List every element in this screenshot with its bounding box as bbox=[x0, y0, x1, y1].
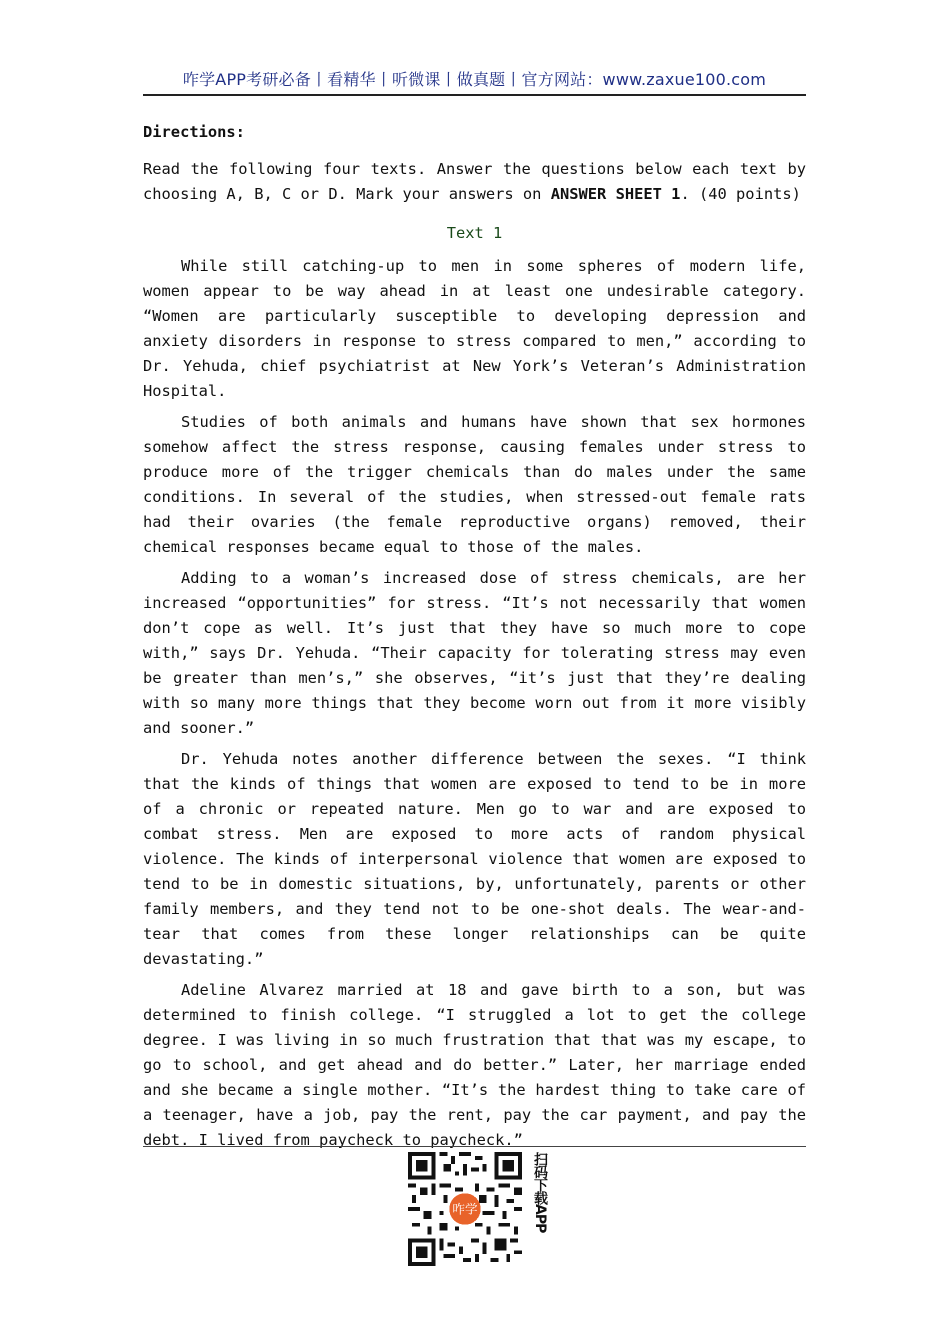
qr-logo-text: 咋学 bbox=[452, 1201, 478, 1217]
footer-divider bbox=[143, 1146, 806, 1147]
directions-text-end: . (40 points) bbox=[680, 185, 801, 203]
directions-title: Directions: bbox=[143, 123, 245, 141]
app-download-qr[interactable] bbox=[408, 1152, 548, 1266]
paragraph-5: Adeline Alvarez married at 18 and gave birth to a son, but was determined to finish college. “I struggled a lot to get the college degree. I was living in so much frustration that that was my escape, to go to school, and get ahead and do better.” Later, her marriage ended and she became a single mother. “It’s the hardest thing to take care of a teenager, have a job, pay the rent, pay the car payment, and pay the debt. I lived from paycheck to paycheck.” bbox=[143, 981, 806, 1149]
exam-content bbox=[143, 120, 806, 1159]
header-text: 咋学APP考研必备丨看精华丨听微课丨做真题丨官方网站：www.zaxue100.com bbox=[182, 70, 767, 89]
paragraph-4: Dr. Yehuda notes another difference between the sexes. “I think that the kinds of things that women are exposed to tend to be in more of a chronic or repeated nature. Men go to war and are exposed to combat stress. Men are exposed to more acts of random physical violence. The kinds of interpersonal violence that women are exposed to tend to be in domestic situations, by, unfortunately, parents or other family members, and they tend not to be one-shot deals. The wear-and-tear that comes from these longer relationships can be quite devastating.” bbox=[143, 750, 806, 968]
directions-body bbox=[143, 157, 806, 207]
qr-caption: 扫码下载APP bbox=[532, 1152, 548, 1233]
paragraph-3: Adding to a woman’s increased dose of stress chemicals, are her increased “opportunities” for stress. “It’s not necessarily that women don’t cope as well. It’s just that they have so much more to cope with,” says Dr. Yehuda. “Their capacity for tolerating stress may even be greater than men’s,” she observes, “it’s just that they’re dealing with so many more things that they become worn out from it more visibly and sooner.” bbox=[143, 569, 806, 737]
qr-code-icon[interactable] bbox=[408, 1152, 522, 1266]
paragraph-1: While still catching-up to men in some spheres of modern life, women appear to be way ahead in at least one undesirable category. “Women are particularly susceptible to developing depression and anxiety disorders in response to stress compared to men,” according to Dr. Yehuda, chief psychiatrist at New York’s Veteran’s Administration Hospital. bbox=[143, 257, 806, 400]
page-header bbox=[143, 66, 806, 96]
directions-text-start: Read the following four texts. Answer the questions below each text by choosing A, B, C or D. Mark your answers on bbox=[143, 160, 806, 203]
answer-sheet-label: ANSWER SHEET 1 bbox=[550, 185, 681, 203]
paragraph-2: Studies of both animals and humans have shown that sex hormones somehow affect the stress response, causing females under stress to produce more of the trigger chemicals than do males under the same conditions. In several of the studies, when stressed-out female rats had their ovaries (the female reproductive organs) removed, their chemical responses became equal to those of the males. bbox=[143, 413, 806, 556]
text-title: Text 1 bbox=[446, 224, 503, 242]
